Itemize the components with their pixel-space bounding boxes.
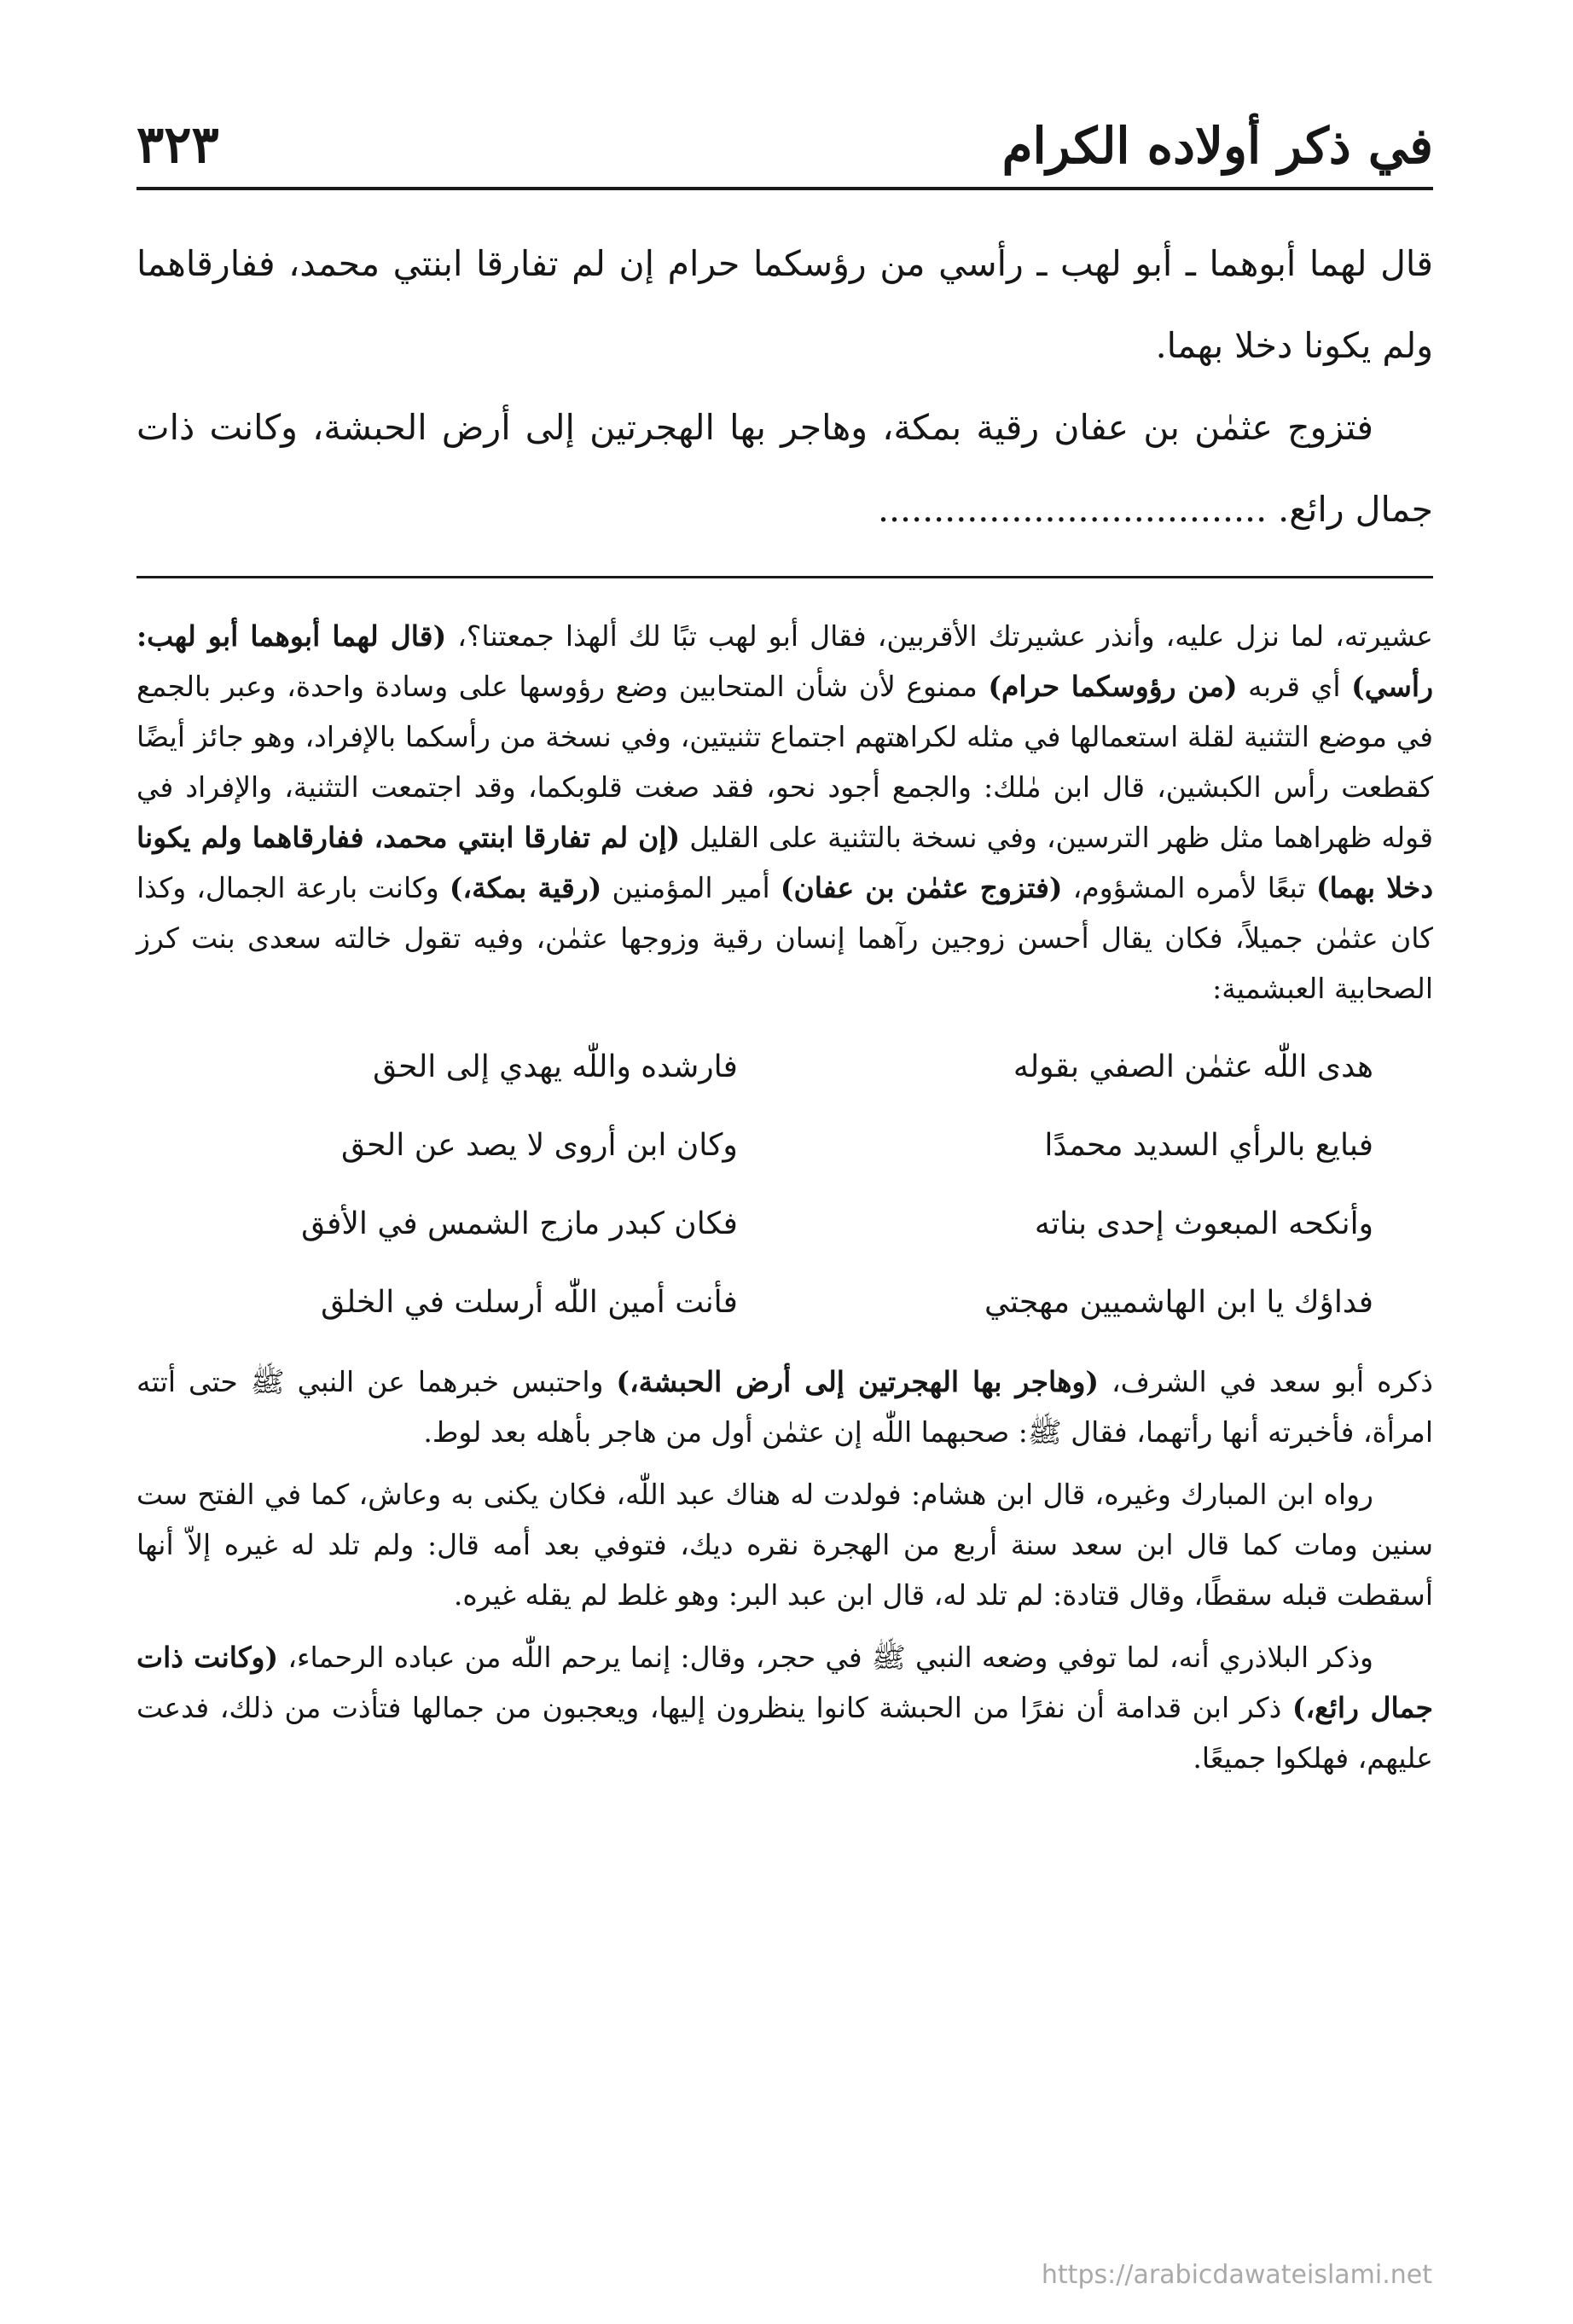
poem-verse: [136, 1027, 1433, 1106]
poem-second-hemistich: فأنت أمين اللّٰه أرسلت في الخلق: [321, 1284, 738, 1320]
header-rule: [136, 187, 1433, 190]
book-page: [136, 81, 1433, 1795]
poem-verse: [136, 1184, 1433, 1263]
poem-verse: [136, 1263, 1433, 1341]
commentary-text: ذكر ابن قدامة أن نفرًا من الحبشة كانوا ينظرون إليها، ويعجبون من جمالها فتأذت من ذلك، فدعت عليهم، فهلكوا جميعًا.: [136, 1691, 1433, 1775]
commentary-text: وكانت بارعة الجمال، وكذا كان عثمٰن جميلاً، فكان يقال أحسن زوجين رآهما إنسان رقية وزوجها عثمٰن، وفيه تقول خالته سعدى بنت كرز الصحابية العبشمية:: [136, 871, 1433, 1005]
poem-first-hemistich: فداؤك يا ابن الهاشميين مهجتي: [984, 1284, 1373, 1320]
quoted-main-text: (قال لهما أبوهما أبو لهب: رأسي): [136, 619, 1434, 703]
commentary-paragraph-1: [136, 611, 1433, 1014]
commentary-text: واحتبس خبرهما عن النبي ﷺ حتى أتته امرأة، فأخبرته أنها رأتهما، فقال ﷺ: صحبهما اللّٰه إن عثمٰن أول من هاجر بأهله بعد لوط.: [136, 1365, 1433, 1449]
continuation-dots: ...................................: [877, 489, 1268, 530]
source-watermark: https://arabicdawateislami.net: [1041, 2260, 1432, 2290]
main-text-paragraph-2: [136, 386, 1433, 550]
commentary-paragraph-3: رواه ابن المبارك وغيره، قال ابن هشام: فولدت له هناك عبد اللّٰه، فكان يكنى به وعاش، كما في الفتح ست سنين ومات كما قال ابن سعد سنة أربع من الهجرة نقره ديك، فتوفي بعد أمه قال: ولم تلد له غيره إلاّ أنها أسقطت قبله سقطًا، وقال قتادة: لم تلد له، قال ابن عبد البر: وهو غلط لم يقله غيره.: [136, 1478, 1433, 1612]
main-text: [136, 223, 1433, 550]
poem-second-hemistich: وكان ابن أروى لا يصد عن الحق: [341, 1127, 738, 1163]
commentary-text: أمير المؤمنين: [601, 871, 781, 904]
commentary: [136, 611, 1433, 1783]
poem-first-hemistich: هدى اللّٰه عثمٰن الصفي بقوله: [1013, 1049, 1373, 1084]
quoted-main-text: (إن لم تفارقا ابنتي محمد، ففارقاهما ولم يكونا دخلا بهما): [136, 821, 1434, 904]
poem-second-hemistich: فارشده واللّٰه يهدي إلى الحق: [373, 1049, 738, 1084]
commentary-text: ممنوع لأن شأن المتحابين وضع رؤوسها على وسادة واحدة، وعبر بالجمع في موضع التثنية لقلة استعمالها في مثله لكراهتهم اجتماع تثنيتين، وفي نسخة من رأسكما بالإفراد، وهو جائز أيضًا كقطعت رأس الكبشين، قال ابن مٰلك: والجمع أجود نحو، فقد صغت قلوبكما، وقد اجتمعت التثنية، والإفراد في قوله ظهراهما مثل ظهر الترسين، وفي نسخة بالتثنية على القليل: [136, 670, 1433, 854]
main-text-paragraph-1: قال لهما أبوهما ـ أبو لهب ـ رأسي من رؤسكما حرام إن لم تفارقا ابنتي محمد، ففارقاهما ولم يكونا دخلا بهما.: [136, 243, 1433, 366]
poem-first-hemistich: وأنكحه المبعوث إحدى بناته: [1034, 1206, 1373, 1241]
quoted-main-text: (من رؤوسكما حرام): [988, 670, 1238, 703]
commentary-text: ذكره أبو سعد في الشرف،: [1099, 1365, 1433, 1398]
poem-verse: [136, 1106, 1433, 1184]
poem-second-hemistich: فكان كبدر مازج الشمس في الأفق: [301, 1206, 738, 1241]
page-header: [136, 81, 1433, 175]
poem-first-hemistich: فبايع بالرأي السديد محمدًا: [1044, 1127, 1373, 1163]
quoted-main-text: (فتزوج عثمٰن بن عفان): [780, 871, 1063, 904]
commentary-text: عشيرته، لما نزل عليه، وأنذر عشيرتك الأقربين، فقال أبو لهب تبًا لك ألهذا جمعتنا؟،: [446, 619, 1433, 653]
main-text-paragraph-2-text: فتزوج عثمٰن بن عفان رقية بمكة، وهاجر بها الهجرتين إلى أرض الحبشة، وكانت ذات جمال رائع.: [136, 407, 1433, 530]
commentary-divider: [136, 576, 1433, 578]
commentary-paragraph-2: [136, 1357, 1433, 1457]
commentary-text: أي قربه: [1237, 670, 1352, 703]
running-title: في ذكر أولاده الكرام: [1001, 117, 1433, 175]
commentary-paragraph-4: [136, 1632, 1433, 1783]
quoted-main-text: (وكانت ذات جمال رائع،): [136, 1641, 1433, 1724]
quoted-main-text: (رقية بمكة،): [449, 871, 602, 904]
commentary-text: تبعًا لأمره المشؤوم،: [1062, 871, 1316, 904]
page-number: ٣٢٣: [136, 115, 219, 175]
quoted-main-text: (وهاجر بها الهجرتين إلى أرض الحبشة،): [616, 1365, 1100, 1398]
commentary-text: وذكر البلاذري أنه، لما توفي وضعه النبي ﷺ في حجر، وقال: إنما يرحم اللّٰه من عباده الرحماء،: [278, 1641, 1373, 1674]
poem: [136, 1027, 1433, 1341]
